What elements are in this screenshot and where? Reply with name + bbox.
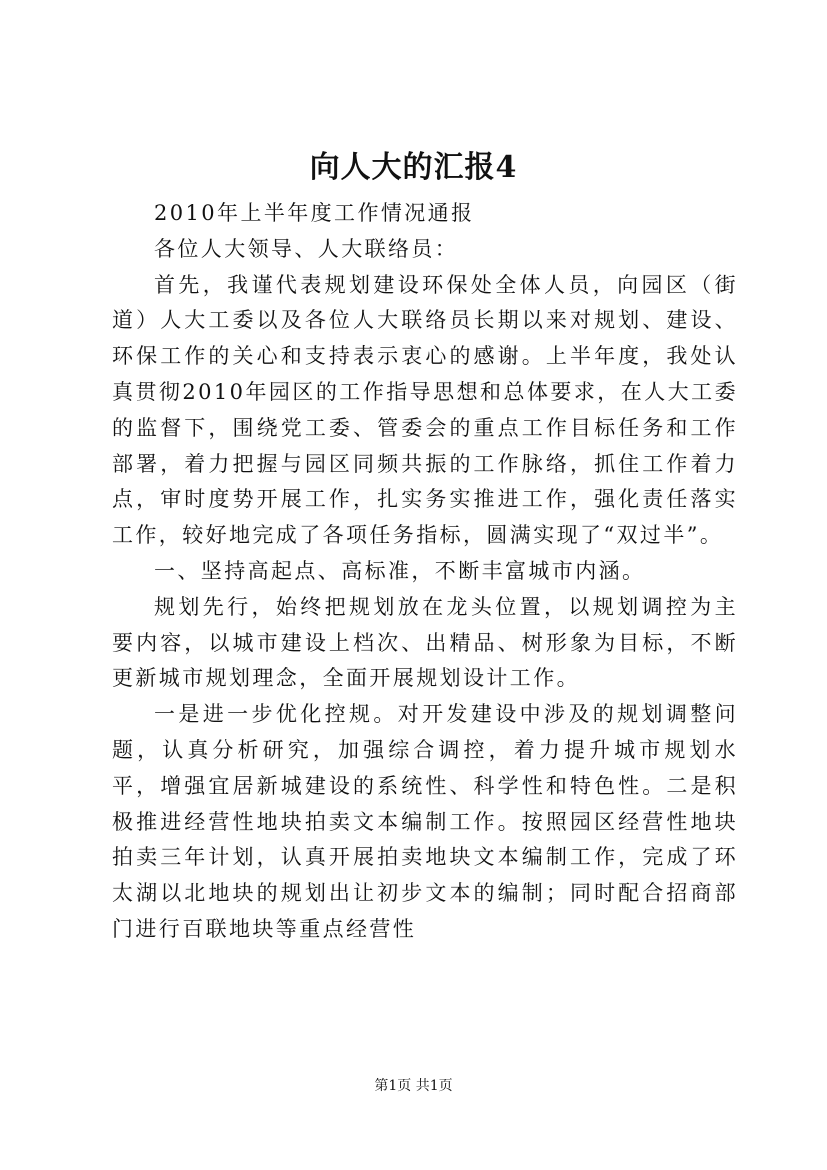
document-title: 向人大的汇报4 [309, 150, 518, 185]
paragraph-report-heading: 2010年上半年度工作情况通报 [154, 201, 475, 225]
paragraph-introduction: 首先，我谨代表规划建设环保处全体人员，向园区（街道）人大工委以及各位人大联络员长期以来对规划、建设、环保工作的关心和支持表示衷心的感谢。上半年度，我处认真贯彻2010年园区的工作指导思想和总体要求，在人大工委的监督下，围绕党工委、管委会的重点工作目标任务和工作部署，着力把握与园区同频共振的工作脉络，抓住工作着力点，审时度势开展工作，扎实务实推进工作，强化责任落实工作，较好地完成了各项任务指标，圆满实现了“双过半”。 [112, 272, 738, 548]
paragraph-control-planning: 一是进一步优化控规。对开发建设中涉及的规划调整问题，认真分析研究，加强综合调控，着力提升城市规划水平，增强宜居新城建设的系统性、科学性和特色性。二是积极推进经营性地块拍卖文本编制工作。按照园区经营性地块拍卖三年计划，认真开展拍卖地块文本编制工作，完成了环太湖以北地块的规划出让初步文本的编制；同时配合招商部门进行百联地块等重点经营性 [112, 702, 738, 941]
paragraph-planning-first: 规划先行，始终把规划放在龙头位置，以规划调控为主要内容，以城市建设上档次、出精品、树形象为目标，不断更新城市规划理念，全面开展规划设计工作。 [112, 594, 738, 691]
paragraph-salutation: 各位人大领导、人大联络员： [154, 236, 459, 261]
page-footer: 第1页 共1页 [374, 1078, 453, 1094]
document-body [112, 196, 738, 948]
paragraph-section-heading: 一、坚持高起点、高标准，不断丰富城市内涵。 [154, 558, 646, 583]
